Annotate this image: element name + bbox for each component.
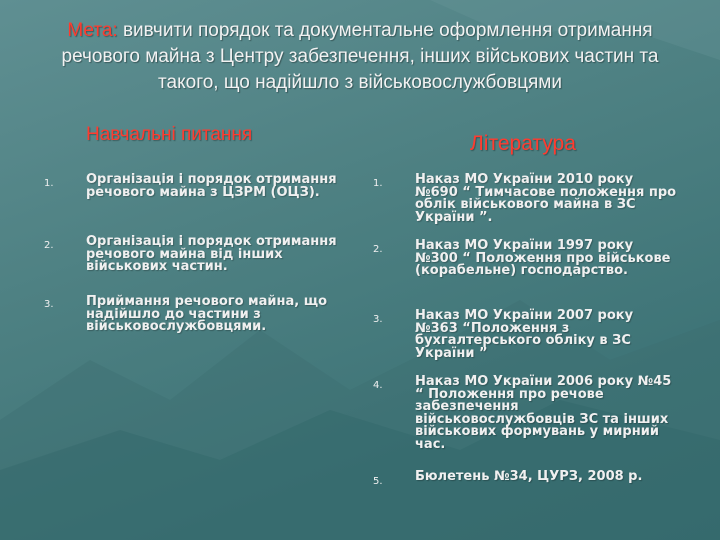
right-item-text: Наказ МО України 1997 року №300 “ Положення про військове (корабельне) господарство. [415, 238, 671, 278]
right-item-text: Наказ МО України 2007 року №363 “Положення з бухгалтерського обліку в ЗС України ” [415, 308, 634, 361]
literature-heading: Література [470, 132, 576, 155]
right-item-number: 2. [373, 244, 383, 255]
right-item-text: Наказ МО України 2010 року №690 “ Тимчасове положення про облік військового майна в ЗС України ”. [415, 172, 677, 225]
right-item-text: Наказ МО України 2006 року №45 “ Положення про речове забезпечення військовослужбовців ЗС та інших військових формувань у мирний час. [415, 374, 672, 452]
learning-questions-heading: Навчальні питання [86, 124, 253, 145]
left-item-number: 2. [44, 240, 54, 251]
left-item-text: Організація і порядок отримання речового майна від інших військових частин. [86, 234, 337, 274]
right-item-number: 5. [373, 476, 383, 487]
left-item-text: Приймання речового майна, що надійшло до частини з військовослужбовцями. [86, 294, 328, 334]
left-item-number: 3. [44, 299, 54, 310]
left-item-number: 1. [44, 178, 54, 189]
right-item-number: 4. [373, 380, 383, 391]
left-item-text: Організація і порядок отримання речового майна з ЦЗРМ (ОЦЗ). [86, 172, 337, 200]
title-text: вивчити порядок та документальне оформлення отримання речового майна з Центру забезпечення, інших військових частин та такого, що надійшло з військовослужбовцями [61, 20, 659, 93]
right-item-text: Бюлетень №34, ЦУРЗ, 2008 р. [415, 469, 643, 484]
title-lead: Мета: [67, 20, 118, 41]
slide-title [40, 18, 680, 96]
right-item-number: 3. [373, 314, 383, 325]
right-item-number: 1. [373, 178, 383, 189]
